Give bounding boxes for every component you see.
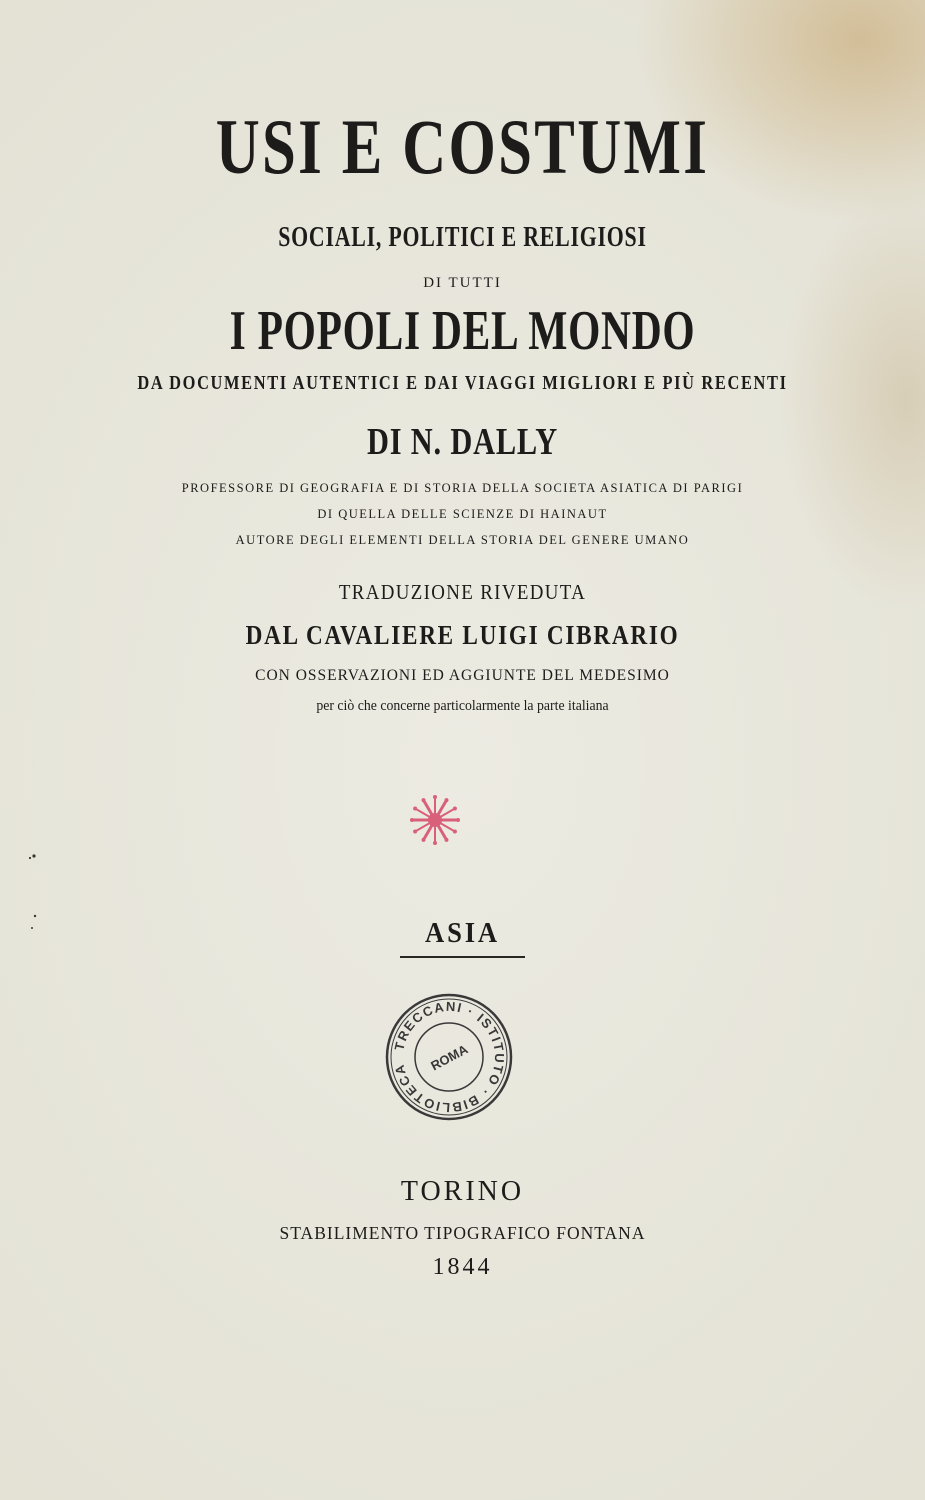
library-stamp-icon	[382, 990, 516, 1124]
imprint-city: TORINO	[400, 1176, 525, 1207]
popoli-heading: I POPOLI DEL MONDO	[229, 303, 696, 359]
author-name: DI N. DALLY	[367, 421, 558, 463]
volume-title-underline	[400, 956, 525, 958]
ornament-icon	[407, 792, 463, 848]
translator-name: DAL CAVALIERE LUIGI CIBRARIO	[245, 620, 680, 650]
di-tutti-text: DI TUTTI	[423, 275, 502, 291]
observations-note: CON OSSERVAZIONI ED AGGIUNTE DEL MEDESIMO	[255, 667, 670, 684]
volume-title: ASIA	[425, 918, 500, 949]
imprint-publisher: STABILIMENTO TIPOGRAFICO FONTANA	[279, 1223, 646, 1243]
book-subtitle: SOCIALI, POLITICI E RELIGIOSI	[278, 222, 647, 253]
stamp-inner-text: ROMA	[428, 1041, 471, 1074]
author-credential: PROFESSORE DI GEOGRAFIA E DI STORIA DELLA SOCIETA ASIATICA DI PARIGI	[181, 481, 744, 495]
translation-note: TRADUZIONE RIVEDUTA	[338, 580, 587, 604]
book-title: USI E COSTUMI	[215, 108, 710, 186]
italian-part-note: per ciò che concerne particolarmente la parte italiana	[316, 698, 609, 714]
stamp-outer-text: TRECCANI · ISTITUTO · BIBLIOTECA	[391, 998, 508, 1116]
author-credential: DI QUELLA DELLE SCIENZE DI HAINAUT	[317, 507, 608, 521]
imprint-year: 1844	[432, 1254, 493, 1280]
sources-line: DA DOCUMENTI AUTENTICI E DAI VIAGGI MIGLIORI E PIÙ RECENTI	[137, 372, 788, 394]
margin-specks	[20, 840, 50, 940]
author-credential: AUTORE DEGLI ELEMENTI DELLA STORIA DEL GENERE UMANO	[235, 533, 690, 547]
